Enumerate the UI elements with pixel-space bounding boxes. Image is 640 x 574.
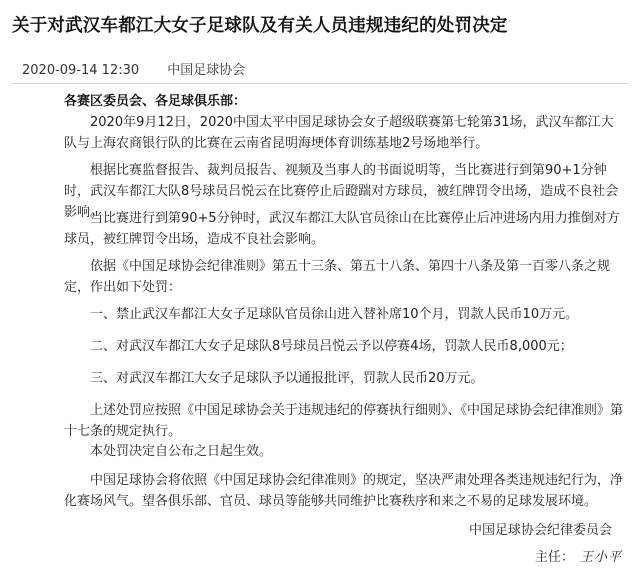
paragraph-closing: 中国足球协会将依照《中国足球协会纪律准则》的规定，坚决严肃处理各类违规违纪行为，净化赛场风气。望各俱乐部、官员、球员等能够共同维护比赛秩序和来之不易的足球发展环境。: [64, 473, 624, 509]
paragraph-execution: 上述处罚应按照《中国足球协会关于违规违纪的停赛执行细则》、《中国足球协会纪律准则》第十七条的规定执行。: [64, 403, 624, 439]
paragraph-official-incident: 当比赛进行到第90+5分钟时，武汉车都江大队官员徐山在比赛停止后冲进场内用力推倒对方球员，被红牌罚令出场，造成不良社会影响。: [64, 211, 620, 247]
penalty-item-3: 三、对武汉车都江大女子足球队予以通报批评，罚款人民币20万元。: [90, 371, 484, 386]
publisher-name: 中国足球协会: [167, 63, 246, 78]
chair-signature-row: [535, 546, 622, 565]
publish-datetime: 2020-09-14 12:30: [22, 63, 140, 78]
handwritten-signature: 王小平: [579, 550, 622, 565]
header-divider: [12, 83, 628, 84]
penalty-item-2: 二、对武汉车都江大女子足球队8号球员吕悦云予以停赛4场，罚款人民币8,000元；: [90, 339, 573, 354]
signer-organization: 中国足球协会纪律委员会: [468, 523, 612, 538]
salutation: 各赛区委员会、各足球俱乐部：: [64, 94, 247, 109]
paragraph-legal-basis: 依据《中国足球协会纪律准则》第五十三条、第五十八条、第四十八条及第一百零八条之规定，作出如下处罚：: [64, 259, 611, 295]
page-title: 关于对武汉车都江大女子足球队及有关人员违规违纪的处罚决定: [12, 16, 508, 36]
penalty-item-1: 一、禁止武汉车都江大女子足球队官员徐山进入替补席10个月，罚款人民币10万元。: [90, 307, 579, 322]
paragraph-effective: 本处罚决定自公布之日起生效。: [90, 444, 273, 459]
chair-label: 主任：: [534, 550, 574, 565]
paragraph-player-incident: 根据比赛监督报告、裁判员报告、视频及当事人的书面说明等，当比赛进行到第90+1分钟时，武汉车都江大队8号球员吕悦云在比赛停止后蹬踹对方球员，被红牌罚令出场，造成不良社会影响。: [64, 163, 619, 220]
paragraph-match-info: 2020年9月12日，2020中国太平中国足球协会女子超级联赛第七轮第31场，武汉车都江大队与上海农商银行队的比赛在云南省昆明海埂体育训练基地2号场地举行。: [64, 115, 614, 151]
article-meta: [22, 59, 245, 78]
